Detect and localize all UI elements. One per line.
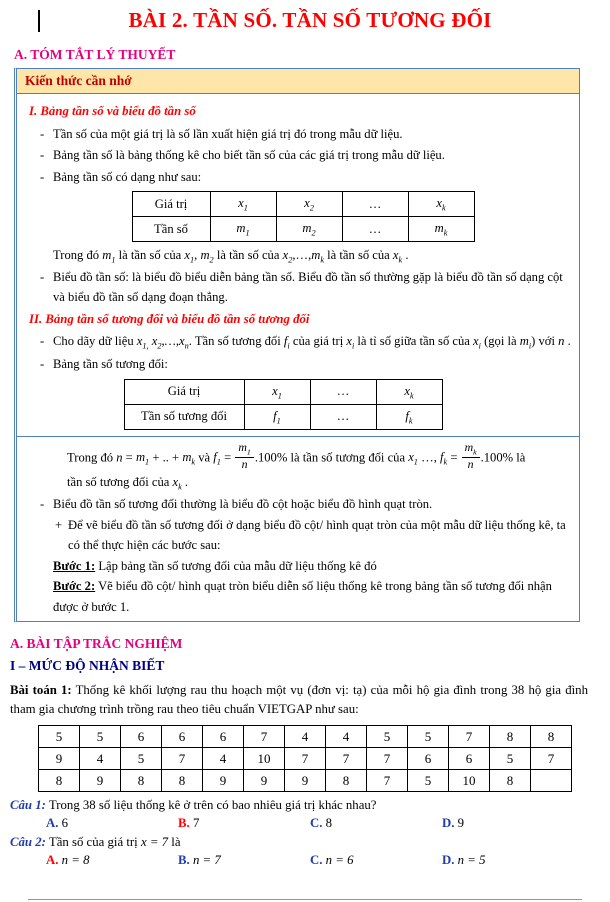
cell-ellipsis: …	[310, 404, 376, 429]
data-cell: 9	[203, 770, 244, 792]
cell-m1: $m_1$	[210, 216, 276, 241]
option-b-value: 7	[189, 816, 200, 831]
data-cell: 8	[326, 770, 367, 792]
cell-f1: $f_1$	[244, 404, 310, 429]
table-row	[132, 191, 474, 216]
list-item: + Để vẽ biểu đồ tần số tương đối ở dạng biểu đồ cột/ hình quạt tròn của một mẫu dữ liệu thống kê, ta có thể thực hiện các bước sau:	[55, 515, 571, 556]
data-cell: 10	[244, 748, 285, 770]
theory-box	[14, 68, 580, 622]
option-b-value: n = 7	[189, 853, 221, 868]
option-c-key: C.	[310, 816, 323, 831]
list-item: - Cho dãy dữ liệu $x_{1,}$ $x_2,\dots,x_n$. Tần số tương đối $f_i$ của giá trị $x_i$ là tỉ số giữa tần số của $x_i$ (gọi là $m_i$) với n .	[39, 331, 571, 353]
frequency-table	[132, 191, 475, 242]
question-1-text: Trong 38 số liệu thống kê ở trên có bao nhiêu giá trị khác nhau?	[45, 798, 377, 813]
footer-divider	[28, 899, 582, 900]
table-row	[132, 216, 474, 241]
data-cell: 8	[490, 726, 531, 748]
option-a-key: A.	[46, 853, 59, 868]
part1-chart-bullet-list	[39, 267, 571, 308]
cell-x1: $x_1$	[244, 379, 310, 404]
option-d[interactable]	[442, 816, 574, 831]
frequency-table-wrapper	[35, 188, 571, 245]
option-b-key: B.	[178, 816, 190, 831]
cell-m2: $m_2$	[276, 216, 342, 241]
data-cell: 7	[326, 748, 367, 770]
cell-ellipsis: …	[310, 379, 376, 404]
data-cell: 5	[367, 726, 408, 748]
cell-ellipsis: …	[342, 216, 408, 241]
section-divider	[17, 436, 579, 437]
option-c[interactable]	[310, 816, 442, 831]
option-a-value: 6	[58, 816, 69, 831]
relative-frequency-table	[124, 379, 443, 430]
theory-box-body	[17, 94, 579, 621]
option-a-key: A.	[46, 816, 59, 831]
option-d-value: n = 5	[454, 853, 486, 868]
data-cell: 5	[490, 748, 531, 770]
question-2-label: Câu 2:	[10, 835, 46, 850]
list-item: - Bảng tần số có dạng như sau:	[39, 167, 571, 187]
option-d-key: D.	[442, 853, 455, 868]
list-item: - Biểu đồ tần số: là biểu đồ biểu diễn bảng tần số. Biểu đồ tần số thường gặp là biểu đồ tần số dạng cột và biểu đồ tần số dạng đoạn thẳng.	[39, 267, 571, 308]
data-table	[38, 725, 572, 792]
data-cell: 5	[408, 770, 449, 792]
data-cell: 7	[367, 770, 408, 792]
table-row	[39, 770, 572, 792]
data-cell: 6	[449, 748, 490, 770]
theory-part1-heading	[29, 101, 571, 122]
step-1	[53, 556, 571, 576]
cell-fk: $f_k$	[376, 404, 442, 429]
theory-section-heading: A. TÓM TẮT LÝ THUYẾT	[14, 47, 176, 62]
step-1-text: Lập bảng tần số tương đối của mẫu dữ liệu thống kê đó	[95, 558, 377, 573]
steps-intro-list	[55, 515, 571, 556]
option-c-value: n = 6	[322, 853, 354, 868]
table-row	[124, 379, 442, 404]
option-d[interactable]	[442, 853, 574, 868]
page-title: BÀI 2. TẦN SỐ. TẦN SỐ TƯƠNG ĐỐI	[128, 8, 492, 32]
data-cell: 9	[39, 748, 80, 770]
option-b[interactable]	[178, 816, 310, 831]
row-label-relative-frequency: Tần số tương đối	[124, 404, 244, 429]
cell-ellipsis: …	[342, 191, 408, 216]
data-cell: 5	[121, 748, 162, 770]
part2-title: Bảng tần số tương đối và biểu đồ tần số tương đối	[45, 311, 310, 326]
note-prefix: Trong đó	[53, 247, 100, 262]
question-2-options	[0, 853, 610, 868]
list-item: - Biểu đồ tần số tương đối thường là biểu đồ cột hoặc biểu đồ hình quạt tròn.	[39, 494, 571, 514]
data-cell: 4	[326, 726, 367, 748]
question-2-math: x = 7	[140, 835, 169, 850]
part1-bullet-list	[39, 124, 571, 187]
option-b-key: B.	[178, 853, 190, 868]
problem-text: Thống kê khối lượng rau thu hoạch một vụ (đơn vị: tạ) của mỗi hộ gia đình trong 38 hộ gia đình tham gia chương trình trồng rau theo tiêu chuẩn VIETGAP như sau:	[10, 682, 588, 717]
list-item: - Tần số của một giá trị là số lần xuất hiện giá trị đó trong mẫu dữ liệu.	[39, 124, 571, 144]
data-cell: 6	[408, 748, 449, 770]
relative-frequency-table-wrapper	[0, 376, 571, 433]
option-c[interactable]	[310, 853, 442, 868]
cell-xk: $x_k$	[408, 191, 474, 216]
exercise-section-heading: A. BÀI TẬP TRẮC NGHIỆM	[10, 635, 183, 651]
data-cell: 7	[244, 726, 285, 748]
table-row	[39, 726, 572, 748]
part1-numeral: I.	[29, 104, 38, 118]
option-c-key: C.	[310, 853, 323, 868]
option-d-key: D.	[442, 816, 455, 831]
list-item: - Bảng tần số tương đối:	[39, 354, 571, 374]
data-cell: 6	[121, 726, 162, 748]
cell-xk: $x_k$	[376, 379, 442, 404]
relative-frequency-formula: Trong đó $n = m_1$ + .. + $m_k$ và $f_1$ = $\frac{m_1}{n}$ .100% là tần số tương đối của $x_1$ …, $f_k$ = $\frac{m_k}{n}$ .100% là	[67, 439, 526, 471]
title-row	[0, 0, 610, 37]
step-2-label: Bước 2:	[53, 579, 96, 594]
row-label-values: Giá trị	[124, 379, 244, 404]
data-cell: 8	[121, 770, 162, 792]
cell-x2: $x_2$	[276, 191, 342, 216]
data-cell: 5	[39, 726, 80, 748]
data-cell: 8	[162, 770, 203, 792]
data-cell: 7	[285, 748, 326, 770]
problem-label: Bài toán 1:	[10, 682, 72, 697]
cell-mk: $m_k$	[408, 216, 474, 241]
table-row	[124, 404, 442, 429]
theory-part2-heading	[29, 309, 571, 330]
cell-x1: $x_1$	[210, 191, 276, 216]
part2-numeral: II.	[29, 311, 43, 326]
question-1	[10, 798, 610, 813]
option-d-value: 9	[454, 816, 465, 831]
question-2-text-post: là	[168, 835, 181, 850]
part2-chart-bullet-list	[39, 494, 571, 514]
step-1-label: Bước 1:	[53, 558, 96, 573]
data-cell: 5	[408, 726, 449, 748]
data-cell: 7	[531, 748, 572, 770]
option-a-value: n = 8	[58, 853, 90, 868]
step-2	[53, 576, 571, 617]
option-b[interactable]	[178, 853, 310, 868]
knowledge-box-header: Kiến thức cần nhớ	[17, 69, 579, 94]
data-cell: 7	[367, 748, 408, 770]
step-2-text: Vẽ biểu đồ cột/ hình quạt tròn biểu diễn số liệu thống kê trong bảng tần số tương đối nhận được ở bước 1.	[53, 579, 552, 614]
data-cell: 9	[80, 770, 121, 792]
data-cell: 6	[162, 726, 203, 748]
part1-note: Trong đó $m_1$ là tần số của $x_1$, $m_2$ là tần số của $x_2,\dots,m_k$ là tần số của $x_k$ .	[53, 247, 409, 265]
problem-statement	[10, 681, 588, 719]
question-2	[10, 835, 610, 850]
data-cell: 5	[80, 726, 121, 748]
data-cell: 9	[285, 770, 326, 792]
relative-frequency-formula-cont: tần số tương đối của $x_k$ .	[67, 474, 189, 492]
list-item: - Bảng tần số là bảng thống kê cho biết tần số của các giá trị trong mẫu dữ liệu.	[39, 145, 571, 165]
row-label-values: Giá trị	[132, 191, 210, 216]
data-cell: 8	[39, 770, 80, 792]
data-cell: 4	[285, 726, 326, 748]
question-1-options	[0, 816, 610, 831]
option-a[interactable]	[46, 853, 178, 868]
question-1-label: Câu 1:	[10, 798, 46, 813]
option-c-value: 8	[322, 816, 333, 831]
data-cell: 7	[162, 748, 203, 770]
data-cell: 4	[203, 748, 244, 770]
data-cell	[531, 770, 572, 792]
data-cell: 7	[449, 726, 490, 748]
data-cell: 6	[203, 726, 244, 748]
data-cell: 8	[490, 770, 531, 792]
data-cell: 8	[531, 726, 572, 748]
data-cell: 10	[449, 770, 490, 792]
option-a[interactable]	[46, 816, 178, 831]
table-row	[39, 748, 572, 770]
level-heading: I – MỨC ĐỘ NHẬN BIẾT	[10, 657, 165, 673]
data-cell: 4	[80, 748, 121, 770]
question-2-text-pre: Tần số của giá trị	[45, 835, 141, 850]
part2-bullet-list	[39, 331, 571, 374]
data-cell: 9	[244, 770, 285, 792]
part1-title: Bảng tần số và biểu đồ tần số	[40, 104, 196, 118]
row-label-frequency: Tần số	[132, 216, 210, 241]
